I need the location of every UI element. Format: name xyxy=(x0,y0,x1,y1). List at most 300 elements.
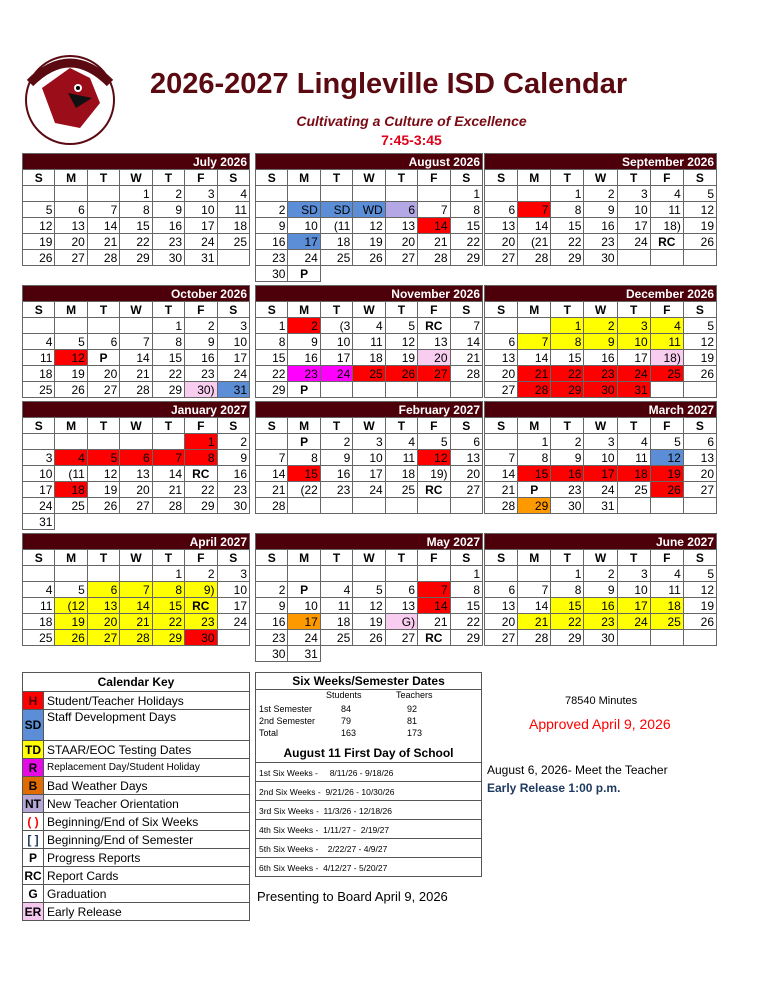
day-cell: 17 xyxy=(617,598,650,614)
day-cell: 3 xyxy=(23,450,55,466)
weekday-header: T xyxy=(87,418,119,434)
day-cell: RC xyxy=(185,598,217,614)
month-october-2026 xyxy=(22,285,250,398)
day-cell: 19 xyxy=(55,366,87,382)
weekday-header: T xyxy=(385,418,417,434)
day-cell: 12 xyxy=(650,450,683,466)
day-cell: 4 xyxy=(217,186,249,202)
day-cell: 9) xyxy=(185,582,217,598)
day-cell: 6 xyxy=(55,202,87,218)
day-cell: 13 xyxy=(485,350,518,366)
month-header: May 2027 xyxy=(256,534,483,550)
weekday-header: S xyxy=(256,550,288,566)
weekday-header: S xyxy=(485,550,518,566)
month-row xyxy=(22,285,722,398)
month-row xyxy=(22,401,722,530)
semester-label: Total xyxy=(259,728,279,738)
key-label: Staff Development Days xyxy=(44,710,250,741)
day-cell: 29 xyxy=(185,498,217,514)
empty-cell xyxy=(385,498,417,514)
weekday-header: S xyxy=(450,302,482,318)
day-cell: 7 xyxy=(518,582,551,598)
day-cell: 21 xyxy=(418,614,450,630)
weekday-header: S xyxy=(683,418,716,434)
day-cell: RC xyxy=(185,466,217,482)
empty-cell xyxy=(23,186,55,202)
month-may-2027 xyxy=(255,533,483,662)
day-cell: 9 xyxy=(217,450,249,466)
weekday-header: S xyxy=(450,418,482,434)
day-cell: 7 xyxy=(418,202,450,218)
day-cell: 28 xyxy=(485,498,518,514)
empty-cell xyxy=(87,186,119,202)
key-item xyxy=(23,903,250,921)
day-cell: 26 xyxy=(23,250,55,266)
key-code: H xyxy=(23,692,44,710)
empty-cell xyxy=(683,250,716,266)
six-weeks-period: 2nd Six Weeks - 9/21/26 - 10/30/26 xyxy=(256,782,481,801)
day-cell: 17 xyxy=(23,482,55,498)
empty-cell xyxy=(518,186,551,202)
day-cell: 14 xyxy=(256,466,288,482)
empty-cell xyxy=(288,566,320,582)
day-cell: 15 xyxy=(551,218,584,234)
day-cell: 12 xyxy=(683,334,716,350)
empty-cell xyxy=(450,266,482,282)
day-cell: 27 xyxy=(418,366,450,382)
day-cell: 12 xyxy=(683,582,716,598)
semester-label: 2nd Semester xyxy=(259,716,316,726)
weekday-header: S xyxy=(256,418,288,434)
day-cell: 14 xyxy=(87,218,119,234)
day-cell: 11 xyxy=(353,334,385,350)
day-cell: 24 xyxy=(353,482,385,498)
day-cell: 2 xyxy=(320,434,352,450)
month-row xyxy=(22,533,722,662)
day-cell: 13 xyxy=(385,598,417,614)
empty-cell xyxy=(418,646,450,662)
day-cell: 10 xyxy=(320,334,352,350)
weekday-header: M xyxy=(518,550,551,566)
day-cell: 16 xyxy=(584,350,617,366)
day-cell: 30 xyxy=(152,250,184,266)
weekday-header: W xyxy=(120,550,152,566)
day-cell: 3 xyxy=(217,318,249,334)
weekday-header: M xyxy=(288,170,320,186)
day-cell: 9 xyxy=(320,450,352,466)
empty-cell xyxy=(385,186,417,202)
day-cell: 8 xyxy=(518,450,551,466)
key-code: NT xyxy=(23,795,44,813)
day-cell: 23 xyxy=(217,482,249,498)
day-cell: P xyxy=(288,266,320,282)
day-cell: 2 xyxy=(185,566,217,582)
empty-cell xyxy=(385,382,417,398)
day-cell: 8 xyxy=(551,582,584,598)
weekday-header: M xyxy=(288,550,320,566)
empty-cell xyxy=(353,266,385,282)
day-cell: 21 xyxy=(120,366,152,382)
day-cell: 1 xyxy=(152,318,184,334)
empty-cell xyxy=(55,514,87,530)
empty-cell xyxy=(518,566,551,582)
day-cell: 4 xyxy=(353,318,385,334)
day-cell: 8 xyxy=(450,202,482,218)
day-cell: 15 xyxy=(551,350,584,366)
day-cell: 8 xyxy=(256,334,288,350)
month-row xyxy=(22,153,722,282)
weekday-header: S xyxy=(485,170,518,186)
weekday-header: S xyxy=(217,418,249,434)
weekday-header: M xyxy=(55,550,87,566)
day-cell: 28 xyxy=(518,630,551,646)
day-cell: 15 xyxy=(518,466,551,482)
empty-cell xyxy=(256,434,288,450)
day-cell: 14 xyxy=(120,598,152,614)
day-cell: 12 xyxy=(23,218,55,234)
key-item xyxy=(23,741,250,759)
day-cell: 19 xyxy=(55,614,87,630)
weekday-header: M xyxy=(55,170,87,186)
day-cell: 4 xyxy=(617,434,650,450)
key-code: TD xyxy=(23,741,44,759)
day-cell: 3 xyxy=(617,566,650,582)
day-cell: (11 xyxy=(55,466,87,482)
weekday-header: T xyxy=(385,170,417,186)
empty-cell xyxy=(55,566,87,582)
day-cell: 27 xyxy=(385,630,417,646)
day-cell: 9 xyxy=(185,334,217,350)
weekday-header: W xyxy=(584,418,617,434)
six-weeks-period: 4th Six Weeks - 1/11/27 - 2/19/27 xyxy=(256,820,481,839)
empty-cell xyxy=(288,186,320,202)
empty-cell xyxy=(385,266,417,282)
day-cell: 10 xyxy=(288,598,320,614)
day-cell: 3 xyxy=(353,434,385,450)
day-cell: 23 xyxy=(551,482,584,498)
day-cell: 1 xyxy=(518,434,551,450)
day-cell: 5 xyxy=(353,582,385,598)
day-cell: 2 xyxy=(288,318,320,334)
day-cell: 27 xyxy=(450,482,482,498)
day-cell: 9 xyxy=(256,218,288,234)
day-cell: 30 xyxy=(584,382,617,398)
weekday-header: M xyxy=(288,418,320,434)
semester-teachers: 173 xyxy=(407,728,423,738)
weekday-header: T xyxy=(551,302,584,318)
weekday-header: S xyxy=(217,302,249,318)
day-cell: 20 xyxy=(55,234,87,250)
day-cell: 8 xyxy=(152,582,184,598)
weekday-header: W xyxy=(584,550,617,566)
day-cell: 10 xyxy=(617,582,650,598)
weekday-header: F xyxy=(418,550,450,566)
day-cell: 15 xyxy=(551,598,584,614)
month-header: June 2027 xyxy=(485,534,717,550)
first-day: August 11 First Day of School xyxy=(256,744,481,763)
day-cell: 30 xyxy=(584,630,617,646)
calendar-key xyxy=(22,672,250,921)
weekday-header: S xyxy=(683,302,716,318)
day-cell: 22 xyxy=(256,366,288,382)
weekday-header: F xyxy=(185,550,217,566)
empty-cell xyxy=(87,514,119,530)
empty-cell xyxy=(683,382,716,398)
day-cell: 10 xyxy=(217,334,249,350)
day-cell: 30 xyxy=(256,646,288,662)
weekday-header: S xyxy=(23,302,55,318)
day-cell: 13 xyxy=(485,598,518,614)
day-cell: 17 xyxy=(288,614,320,630)
weekday-header: W xyxy=(584,302,617,318)
day-cell: 10 xyxy=(217,582,249,598)
empty-cell xyxy=(320,646,352,662)
day-cell: 2 xyxy=(584,318,617,334)
day-cell: 9 xyxy=(584,582,617,598)
day-cell: 4 xyxy=(385,434,417,450)
empty-cell xyxy=(55,186,87,202)
day-cell: 21 xyxy=(152,482,184,498)
day-cell: 5 xyxy=(55,334,87,350)
day-cell: 6 xyxy=(385,202,417,218)
day-cell: 25 xyxy=(650,366,683,382)
weekday-header: T xyxy=(617,302,650,318)
day-cell: 27 xyxy=(385,250,417,266)
day-cell: 13 xyxy=(385,218,417,234)
weekday-header: T xyxy=(385,550,417,566)
day-cell: 15 xyxy=(152,598,184,614)
day-cell: 24 xyxy=(288,630,320,646)
day-cell: 25 xyxy=(320,250,352,266)
key-label: STAAR/EOC Testing Dates xyxy=(44,741,250,759)
month-header: January 2027 xyxy=(23,402,250,418)
day-cell: 29 xyxy=(518,498,551,514)
weekday-header: T xyxy=(551,418,584,434)
day-cell: 12 xyxy=(55,350,87,366)
day-cell: 10 xyxy=(353,450,385,466)
day-cell: 29 xyxy=(152,630,184,646)
weekday-header: M xyxy=(55,418,87,434)
weekday-header: T xyxy=(617,418,650,434)
weekday-header: T xyxy=(551,170,584,186)
day-cell: 20 xyxy=(485,614,518,630)
day-cell: 31 xyxy=(23,514,55,530)
day-cell: 17 xyxy=(288,234,320,250)
empty-cell xyxy=(353,498,385,514)
day-cell: 18 xyxy=(320,234,352,250)
months-grid xyxy=(22,153,722,665)
day-cell: 23 xyxy=(256,250,288,266)
six-weeks-period: 5th Six Weeks - 2/22/27 - 4/9/27 xyxy=(256,839,481,858)
day-cell: 18 xyxy=(55,482,87,498)
day-cell: 30 xyxy=(584,250,617,266)
day-cell: 7 xyxy=(256,450,288,466)
day-cell: (12 xyxy=(55,598,87,614)
day-cell: 11 xyxy=(217,202,249,218)
day-cell: 14 xyxy=(518,350,551,366)
weekday-header: W xyxy=(353,418,385,434)
weekday-header: T xyxy=(617,550,650,566)
day-cell: 29 xyxy=(120,250,152,266)
key-title: Calendar Key xyxy=(23,673,250,692)
early-release-note: Early Release 1:00 p.m. xyxy=(487,781,621,795)
day-cell: 18 xyxy=(217,218,249,234)
weekday-header: S xyxy=(450,170,482,186)
day-cell: P xyxy=(288,434,320,450)
empty-cell xyxy=(485,434,518,450)
empty-cell xyxy=(418,566,450,582)
day-cell: 24 xyxy=(23,498,55,514)
day-cell: 5 xyxy=(87,450,119,466)
empty-cell xyxy=(120,434,152,450)
day-cell: 18) xyxy=(650,218,683,234)
weekday-header: S xyxy=(217,550,249,566)
school-hours: 7:45-3:45 xyxy=(381,132,442,148)
day-cell: 19 xyxy=(683,598,716,614)
day-cell: 13 xyxy=(418,334,450,350)
day-cell: 1 xyxy=(551,566,584,582)
day-cell: 18 xyxy=(650,598,683,614)
day-cell: 31 xyxy=(185,250,217,266)
weekday-header: F xyxy=(185,418,217,434)
empty-cell xyxy=(418,186,450,202)
day-cell: 30 xyxy=(217,498,249,514)
empty-cell xyxy=(353,382,385,398)
weekday-header: W xyxy=(353,170,385,186)
day-cell: 8 xyxy=(185,450,217,466)
empty-cell xyxy=(353,566,385,582)
weekday-header: S xyxy=(485,418,518,434)
day-cell: 14 xyxy=(518,218,551,234)
day-cell: 4 xyxy=(23,334,55,350)
empty-cell xyxy=(418,266,450,282)
day-cell: 16 xyxy=(584,598,617,614)
day-cell: 11 xyxy=(650,582,683,598)
day-cell: 27 xyxy=(87,630,119,646)
day-cell: 21 xyxy=(518,614,551,630)
day-cell: P xyxy=(518,482,551,498)
day-cell: 1 xyxy=(450,186,482,202)
key-label: Report Cards xyxy=(44,867,250,885)
empty-cell xyxy=(617,630,650,646)
day-cell: 26 xyxy=(385,366,417,382)
day-cell: 30) xyxy=(185,382,217,398)
day-cell: 1 xyxy=(551,186,584,202)
month-header: April 2027 xyxy=(23,534,250,550)
day-cell: 24 xyxy=(617,234,650,250)
day-cell: 31 xyxy=(584,498,617,514)
empty-cell xyxy=(320,498,352,514)
day-cell: (22 xyxy=(288,482,320,498)
empty-cell xyxy=(418,498,450,514)
day-cell: 29 xyxy=(450,250,482,266)
day-cell: 21 xyxy=(485,482,518,498)
day-cell: 5 xyxy=(385,318,417,334)
day-cell: 20 xyxy=(87,366,119,382)
day-cell: 22 xyxy=(152,614,184,630)
empty-cell xyxy=(320,382,352,398)
day-cell: 24 xyxy=(185,234,217,250)
day-cell: 29 xyxy=(551,250,584,266)
day-cell: 15 xyxy=(450,218,482,234)
six-weeks-period: 3rd Six Weeks - 11/3/26 - 12/18/26 xyxy=(256,801,481,820)
weekday-header: T xyxy=(320,302,352,318)
day-cell: 11 xyxy=(617,450,650,466)
day-cell: 3 xyxy=(617,186,650,202)
empty-cell xyxy=(485,186,518,202)
day-cell: 9 xyxy=(584,202,617,218)
day-cell: 18 xyxy=(23,614,55,630)
day-cell: 11 xyxy=(385,450,417,466)
day-cell: RC xyxy=(418,630,450,646)
day-cell: 10 xyxy=(185,202,217,218)
day-cell: 24 xyxy=(584,482,617,498)
day-cell: 20 xyxy=(485,366,518,382)
day-cell: 27 xyxy=(120,498,152,514)
day-cell: 25 xyxy=(55,498,87,514)
day-cell: 1 xyxy=(450,566,482,582)
day-cell: 27 xyxy=(485,382,518,398)
day-cell: 28 xyxy=(518,382,551,398)
day-cell: 2 xyxy=(185,318,217,334)
empty-cell xyxy=(450,498,482,514)
day-cell: 13 xyxy=(450,450,482,466)
day-cell: 28 xyxy=(120,630,152,646)
day-cell: 23 xyxy=(152,234,184,250)
day-cell: 15 xyxy=(152,350,184,366)
day-cell: 31 xyxy=(217,382,249,398)
day-cell: 14 xyxy=(418,218,450,234)
month-july-2026 xyxy=(22,153,250,266)
month-august-2026 xyxy=(255,153,483,282)
day-cell: 16 xyxy=(320,466,352,482)
key-code: B xyxy=(23,777,44,795)
day-cell: 12 xyxy=(353,218,385,234)
day-cell: 15 xyxy=(450,598,482,614)
day-cell: 26 xyxy=(55,382,87,398)
six-weeks-period: 6th Six Weeks - 4/12/27 - 5/20/27 xyxy=(259,863,388,873)
day-cell: 20 xyxy=(450,466,482,482)
day-cell: 10 xyxy=(23,466,55,482)
day-cell: 8 xyxy=(288,450,320,466)
weekday-header: T xyxy=(320,418,352,434)
day-cell: 15 xyxy=(288,466,320,482)
weekday-header: F xyxy=(650,302,683,318)
day-cell: 21 xyxy=(518,366,551,382)
key-label: Student/Teacher Holidays xyxy=(44,692,250,710)
semester-students: 163 xyxy=(341,728,357,738)
day-cell: 23 xyxy=(320,482,352,498)
day-cell: 30 xyxy=(551,498,584,514)
day-cell: 27 xyxy=(55,250,87,266)
day-cell: 27 xyxy=(683,482,716,498)
day-cell: 24 xyxy=(217,366,249,382)
day-cell: 2 xyxy=(256,202,288,218)
day-cell: 16 xyxy=(256,614,288,630)
weekday-header: S xyxy=(23,170,55,186)
day-cell: 28 xyxy=(87,250,119,266)
day-cell: 22 xyxy=(152,366,184,382)
day-cell: 10 xyxy=(617,334,650,350)
month-header: October 2026 xyxy=(23,286,250,302)
key-code: [ ] xyxy=(23,831,44,849)
day-cell: (11 xyxy=(320,218,352,234)
weekday-header: M xyxy=(288,302,320,318)
day-cell: 26 xyxy=(353,630,385,646)
day-cell: 2 xyxy=(551,434,584,450)
day-cell: 4 xyxy=(55,450,87,466)
empty-cell xyxy=(23,566,55,582)
